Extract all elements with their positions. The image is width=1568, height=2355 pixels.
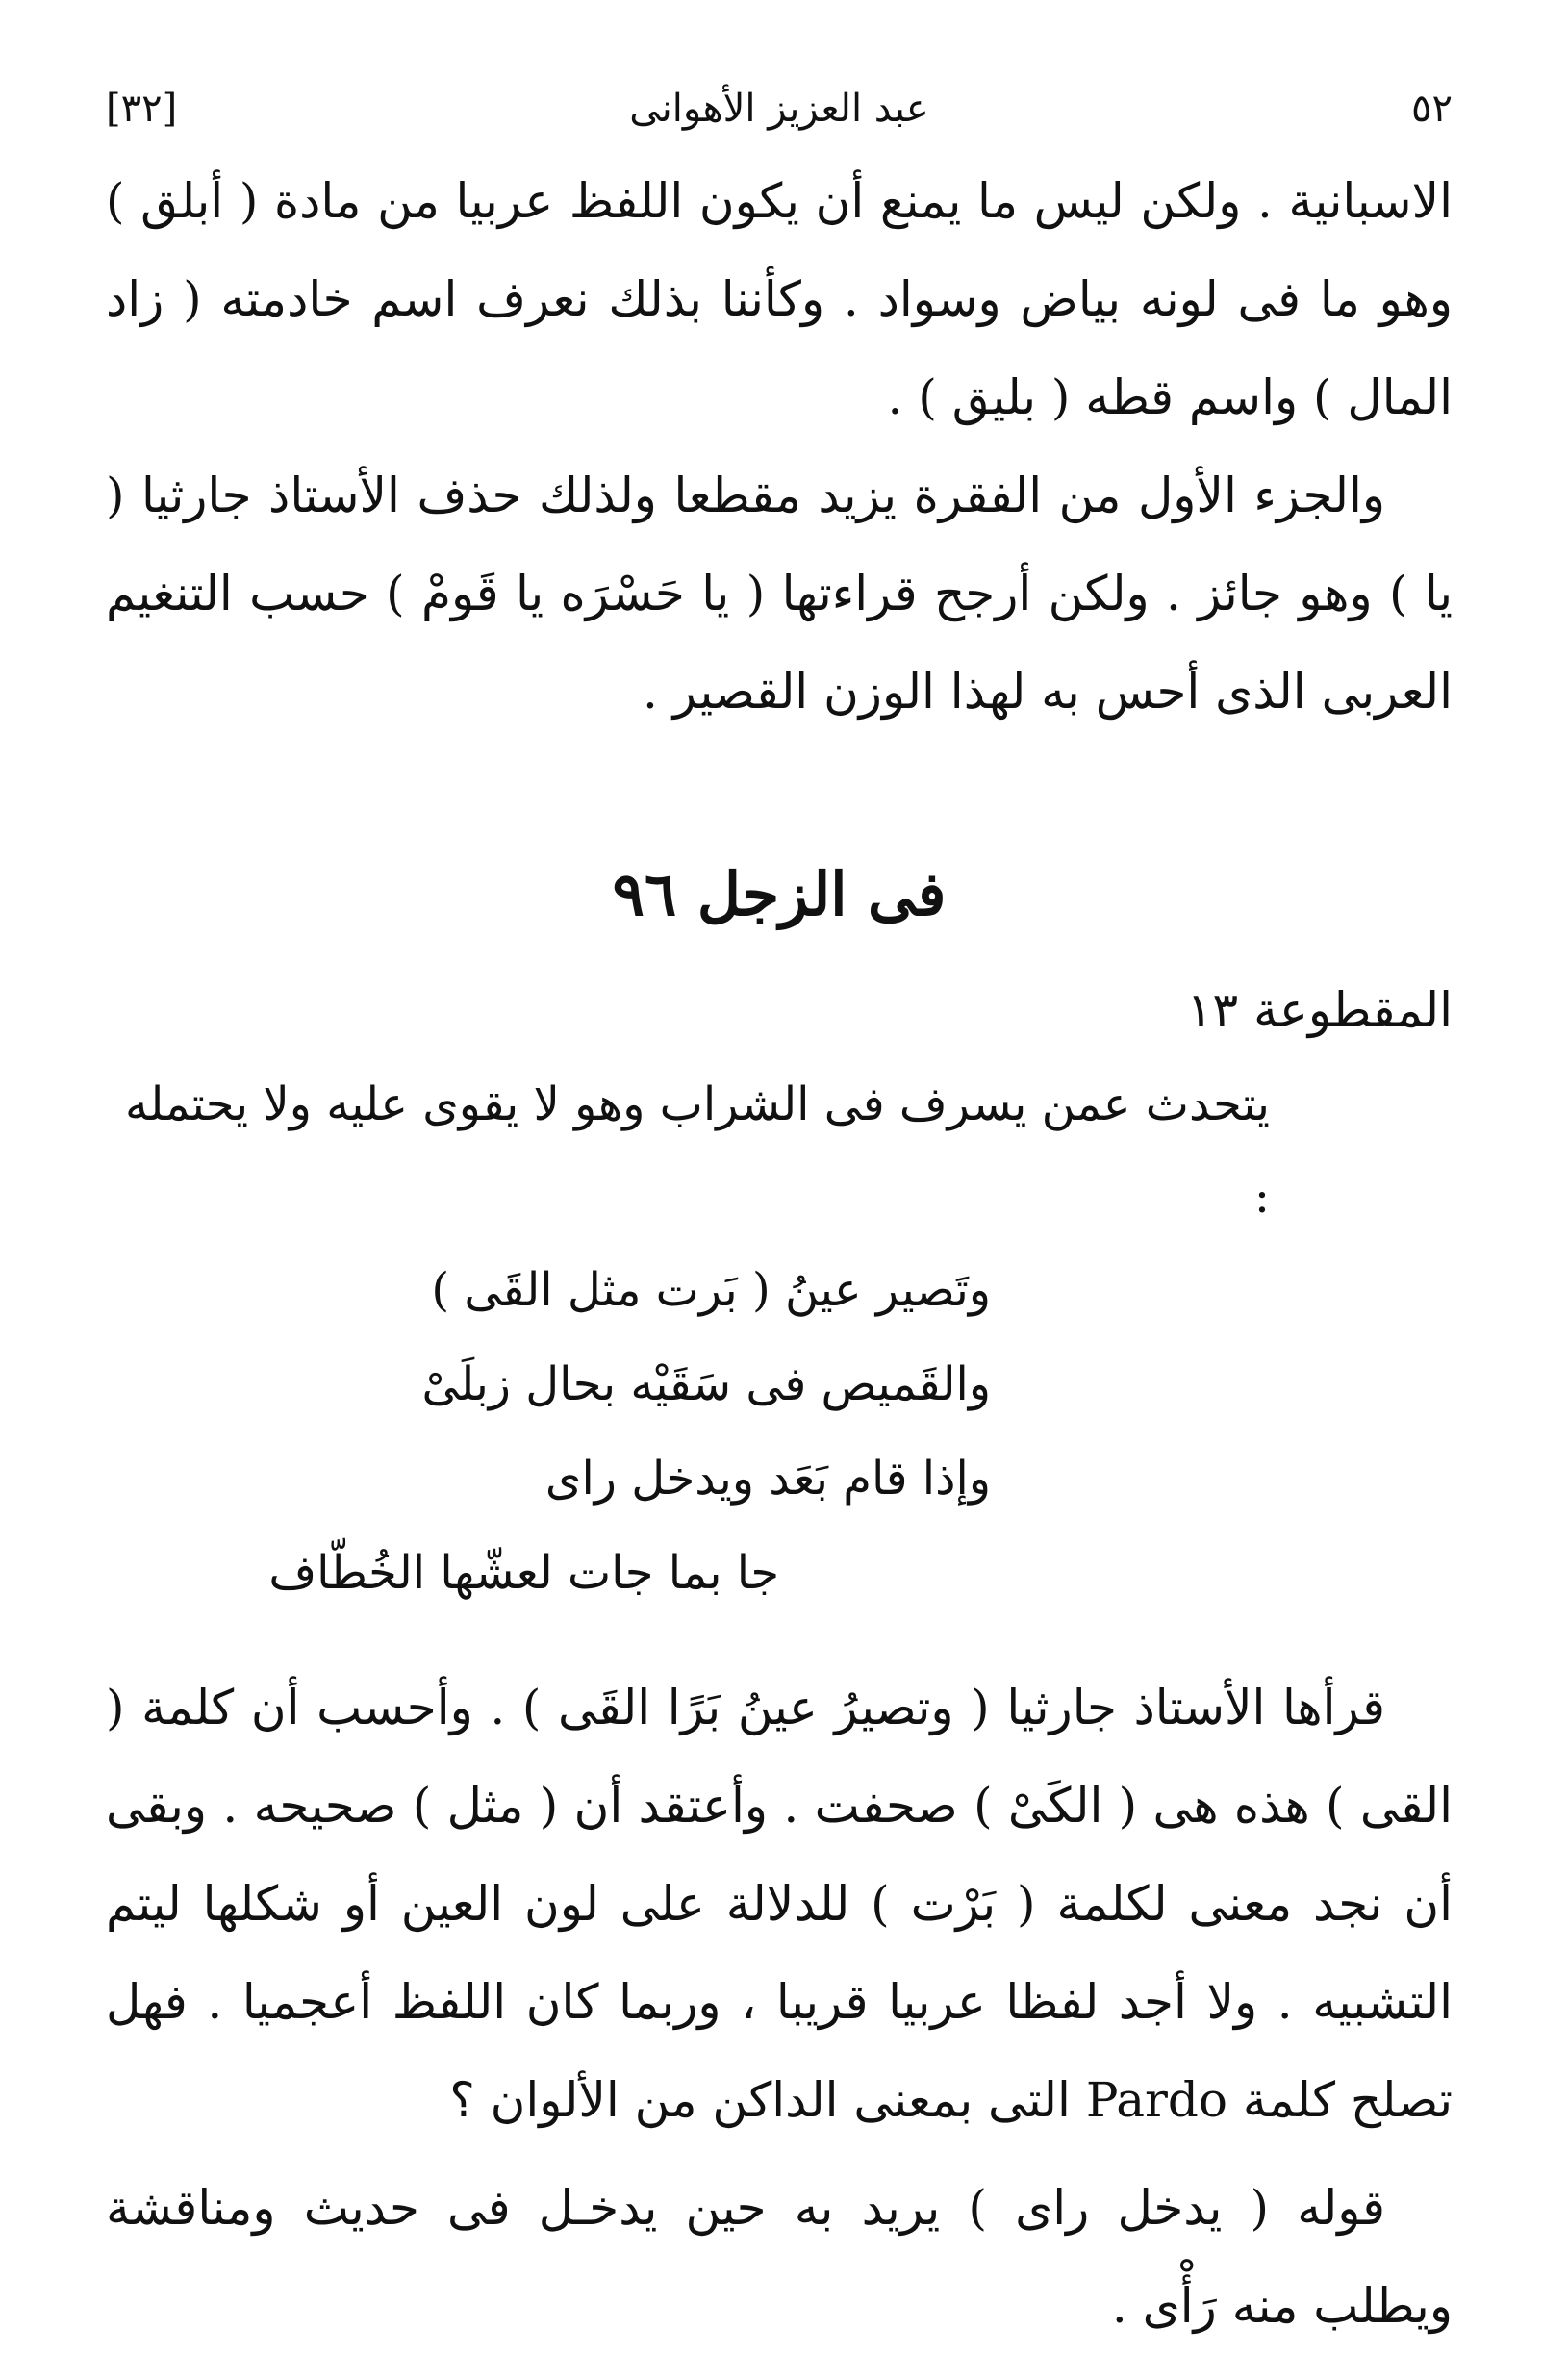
section-heading: فى الزجل ٩٦ (612, 859, 947, 929)
verse-line: وإذا قام بَعَد ويدخل راى (544, 1452, 991, 1506)
paragraph-abluq: الاسبانية . ولكن ليس ما يمنع أن يكون اللفظ عربيا من مادة ( أبلق ) وهو ما فى لونه بياض وسواد . وكأننا بذلك نعرف اسم خادمته ( زاد المال ) واسم قطه ( بليق ) . (106, 173, 1453, 425)
piece-label: المقطوعة ١٣ (1186, 982, 1453, 1038)
paragraph-verse-syllables: والجزء الأول من الفقرة يزيد مقطعا ولذلك حذف الأستاذ جارثيا ( يا ) وهو جائز . ولكن أرجح قراءتها ( يا حَسْرَه يا قَومْ ) حسب التنغيم العربى الذى أحس به لهذا الوزن القصير . (106, 468, 1453, 720)
verse-line: وتَصير عينُ ( بَرت مثل القَى ) (431, 1263, 991, 1317)
verse-line: جا بما جات لعشّها الخُطّاف (268, 1546, 779, 1600)
author-name: عبد العزيز الأهوانى (629, 87, 929, 131)
section-reference: [٣٢] (106, 87, 178, 131)
verse-intro: يتحدث عمن يسرف فى الشراب وهو لا يقوى عليه ولا يحتمله : (124, 1077, 1270, 1224)
running-header (106, 75, 1453, 142)
paragraph-yadkhul-ray: قوله ( يدخل راى ) يريد به حين يدخـل فى حديث ومناقشة ويطلب منه رَأْى . (106, 2180, 1453, 2334)
page-number: ٥٢ (1411, 87, 1453, 131)
verse-block (106, 1243, 1453, 1620)
paragraph-garcia-reading: قرأها الأستاذ جارثيا ( وتصيرُ عينُ بَرًا القَى ) . وأحسب أن كلمة ( القى ) هذه هى ( الكَىْ ) صحفت . وأعتقد أن ( مثل ) صحيحه . وبقى أن نجد معنى لكلمة ( بَرْت ) للدلالة على لون العين أو شكلها ليتم التشبيه . ولا أجد لفظا عربيا قريبا ، وربما كان اللفظ أعجميا . فهل تصلح كلمة Pardo التى بمعنى الداكن من الألوان ؟ (106, 1680, 1453, 2128)
verse-line: والقَميص فى سَقَيْه بحال زبلَىْ (421, 1357, 991, 1411)
